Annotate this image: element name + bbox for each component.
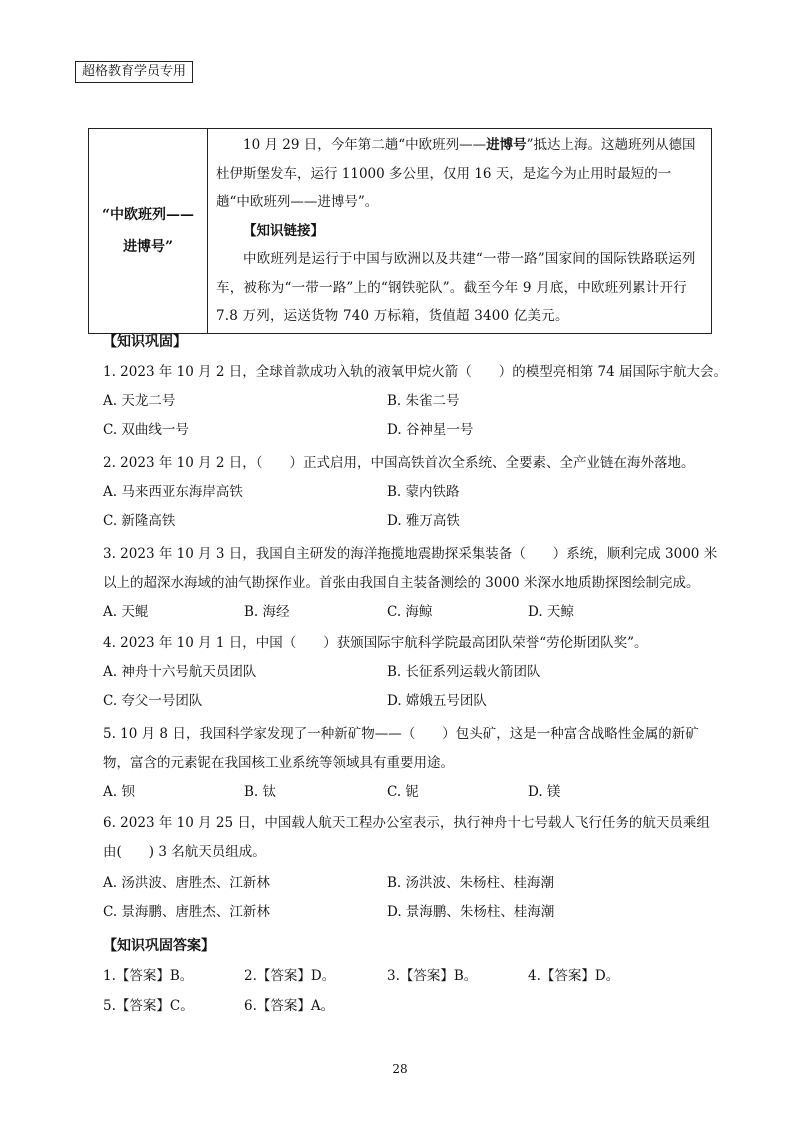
option-a: A. 钡 [103,784,135,800]
answer-3: 3.【答案】B。 [387,968,478,984]
answers-row-2 [103,994,723,1014]
knowledge-link-title: 【知识链接】 [243,222,324,239]
option-a: A. 马来西亚东海岸高铁 [103,484,243,500]
answer-2: 2.【答案】D。 [244,968,336,984]
news-table [88,128,712,334]
question-5 [103,720,723,807]
option-d: D. 雅万高铁 [387,513,460,529]
option-c: C. 海鲸 [387,604,433,620]
option-c: C. 铌 [387,784,419,800]
option-c: C. 夸父一号团队 [103,693,203,709]
option-d: D. 镁 [528,784,561,800]
option-b: B. 海经 [244,604,290,620]
option-c: C. 双曲线一号 [103,422,189,438]
question-6 [103,809,723,927]
news-text-b: ”抵达上海。这趟班列从德国杜伊斯堡发车，运行 11000 多公里，仅用 16 天，是迄今为止用时最短的一趟“中欧班列——进博号”。 [216,137,696,210]
question-text: 5. 10 月 8 日，我国科学家发现了一种新矿物——（ ）包头矿，这是一种富含战略性金属的新矿物，富含的元素铌在我国核工业系统等领域具有重要用途。 [103,726,699,771]
option-c: C. 景海鹏、唐胜杰、江新林 [103,904,270,920]
news-text-bold: 进博号 [486,137,527,153]
news-paragraph [216,131,701,217]
question-text: 3. 2023 年 10 月 3 日，我国自主研发的海洋拖揽地震勘探采集装备（ ）系统，顺利完成 3000 米以上的超深水海域的油气勘探作业。首张由我国自主装备测绘的 3000 米深水地质勘探图绘制完成。 [103,546,718,591]
question-text: 4. 2023 年 10 月 1 日，中国（ ）获颁国际宇航科学院最高团队荣誉“劳伦斯团队奖”。 [103,635,648,651]
question-3 [103,540,723,627]
option-b: B. 汤洪波、朱杨柱、桂海潮 [387,875,555,891]
option-a: A. 汤洪波、唐胜杰、江新林 [103,875,270,891]
option-a: A. 神舟十六号航天员团队 [103,664,257,680]
knowledge-link-text: 中欧班列是运行于中国与欧洲以及共建“一带一路”国家间的国际铁路联运列车，被称为“一带一路”上的“钢铁驼队”。截至今年 9 月底，中欧班列累计开行 7.8 万列，运送货物 740 万标箱，货值超 3400 亿美元。 [216,251,696,324]
answers-section-title: 【知识巩固答案】 [103,938,215,954]
topic-line-1: “中欧班列—— [101,206,195,223]
option-b: B. 蒙内铁路 [387,484,460,500]
option-d: D. 天鲸 [528,604,574,620]
option-b: B. 朱雀二号 [387,393,460,409]
option-b: B. 长征系列运载火箭团队 [387,664,541,680]
content-cell [208,129,712,334]
answer-5: 5.【答案】C。 [103,998,194,1014]
option-b: B. 钛 [244,784,277,800]
option-a: A. 天鲲 [103,604,149,620]
news-text-a: 10 月 29 日，今年第二趟“中欧班列—— [243,137,487,153]
question-text: 1. 2023 年 10 月 2 日，全球首款成功入轨的液氧甲烷火箭（ ）的模型亮相第 74 届国际宇航大会。 [103,364,728,380]
question-text: 6. 2023 年 10 月 25 日，中国载人航天工程办公室表示，执行神舟十七号载人飞行任务的航天员乘组由( ) 3 名航天员组成。 [103,815,710,860]
option-c: C. 新隆高铁 [103,513,176,529]
answers-row-1 [103,964,723,984]
question-4 [103,629,723,716]
option-d: D. 谷神星一号 [387,422,474,438]
answer-1: 1.【答案】B。 [103,968,194,984]
answer-4: 4.【答案】D。 [528,968,620,984]
quiz-section-title: 【知识巩固】 [103,334,187,350]
option-d: D. 嫦娥五号团队 [387,693,487,709]
question-text: 2. 2023 年 10 月 2 日，（ ）正式启用，中国高铁首次全系统、全要素、全产业链在海外落地。 [103,455,695,471]
topic-line-2: 进博号” [122,238,174,255]
topic-cell [89,129,208,334]
question-1 [103,358,728,445]
page-number: 28 [392,1062,408,1076]
option-d: D. 景海鹏、朱杨柱、桂海潮 [387,904,555,920]
question-2 [103,449,723,536]
option-a: A. 天龙二号 [103,393,176,409]
answer-6: 6.【答案】A。 [244,998,335,1014]
header-badge: 超格教育学员专用 [75,61,193,83]
